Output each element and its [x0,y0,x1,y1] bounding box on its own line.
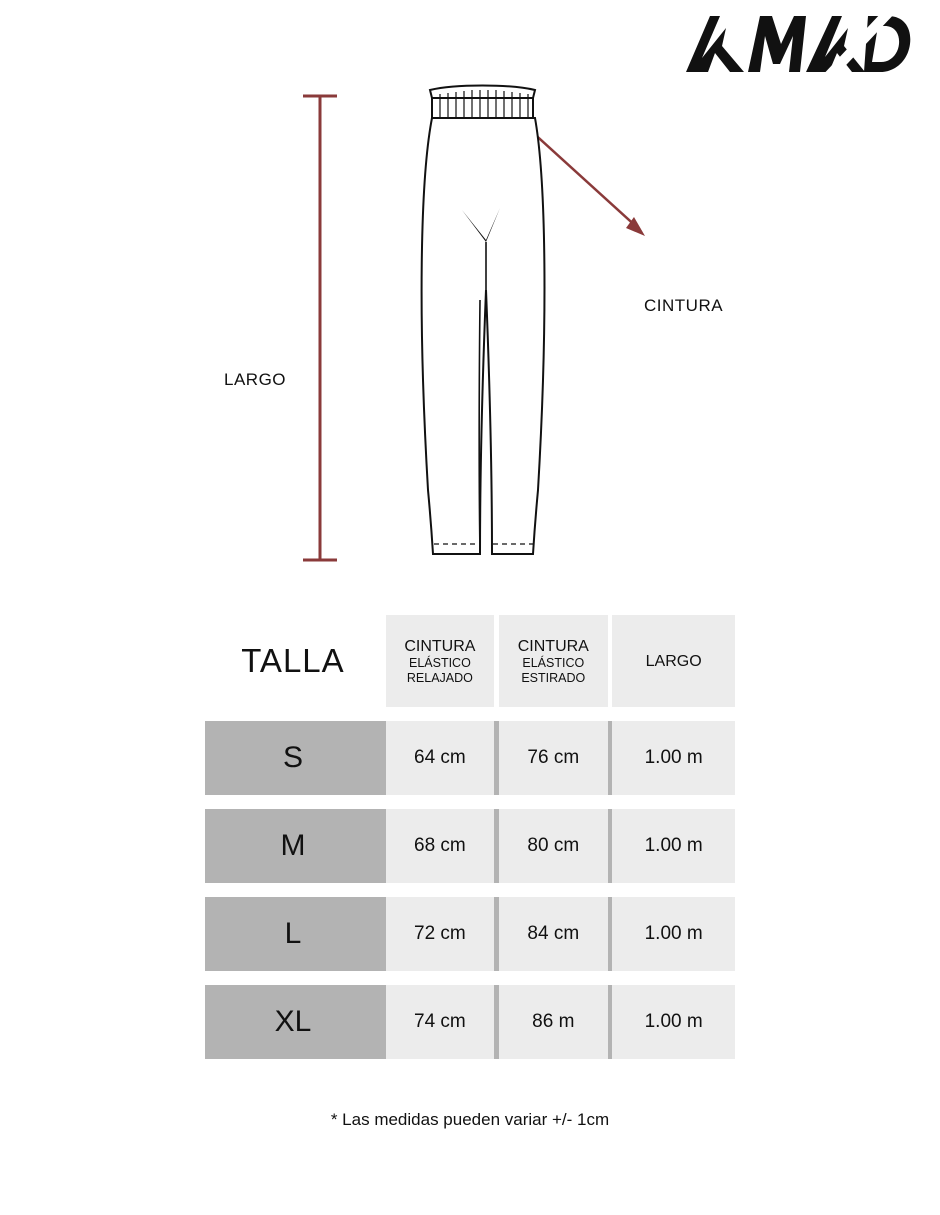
size-chart [205,615,735,1059]
row-spacer [205,971,735,985]
header-cintura-relajado-line1: CINTURA [404,637,476,655]
row-size-xl: XL [205,985,381,1059]
row-size-s: S [205,721,381,795]
header-largo-line1: LARGO [645,652,702,670]
header-cintura-relajado-line2: ELÁSTICO [408,655,471,670]
row-xl-largo: 1.00 m [612,985,735,1059]
cintura-label: CINTURA [644,296,724,315]
row-xl-cintura-relajado: 74 cm [386,985,495,1059]
header-cintura-estirado-line2: ELÁSTICO [522,655,585,670]
table-row [205,721,735,795]
pants-outline [422,86,545,555]
header-cintura-estirado-line1: CINTURA [517,637,589,655]
size-table [205,615,735,1059]
header-cintura-relajado [386,615,495,707]
row-size-l: L [205,897,381,971]
row-l-largo: 1.00 m [612,897,735,971]
header-largo [612,615,735,707]
table-row [205,897,735,971]
header-cintura-estirado [499,615,608,707]
row-s-cintura-estirado: 76 cm [499,721,608,795]
row-m-largo: 1.00 m [612,809,735,883]
row-l-cintura-estirado: 84 cm [499,897,608,971]
largo-label: LARGO [224,370,287,389]
largo-measure-line [303,96,337,560]
row-s-cintura-relajado: 64 cm [386,721,495,795]
header-talla: TALLA [205,615,381,707]
measurement-footnote: * Las medidas pueden variar +/- 1cm [330,1110,610,1129]
row-m-cintura-estirado: 80 cm [499,809,608,883]
table-row [205,985,735,1059]
header-cintura-relajado-line3: RELAJADO [406,670,473,685]
table-header-row [205,615,735,707]
header-cintura-estirado-line3: ESTIRADO [521,670,586,685]
row-spacer [205,707,735,721]
row-l-cintura-relajado: 72 cm [386,897,495,971]
row-m-cintura-relajado: 68 cm [386,809,495,883]
row-size-m: M [205,809,381,883]
row-spacer [205,883,735,897]
row-xl-cintura-estirado: 86 m [499,985,608,1059]
garment-diagram [0,60,940,600]
table-row [205,809,735,883]
row-spacer [205,795,735,809]
row-s-largo: 1.00 m [612,721,735,795]
